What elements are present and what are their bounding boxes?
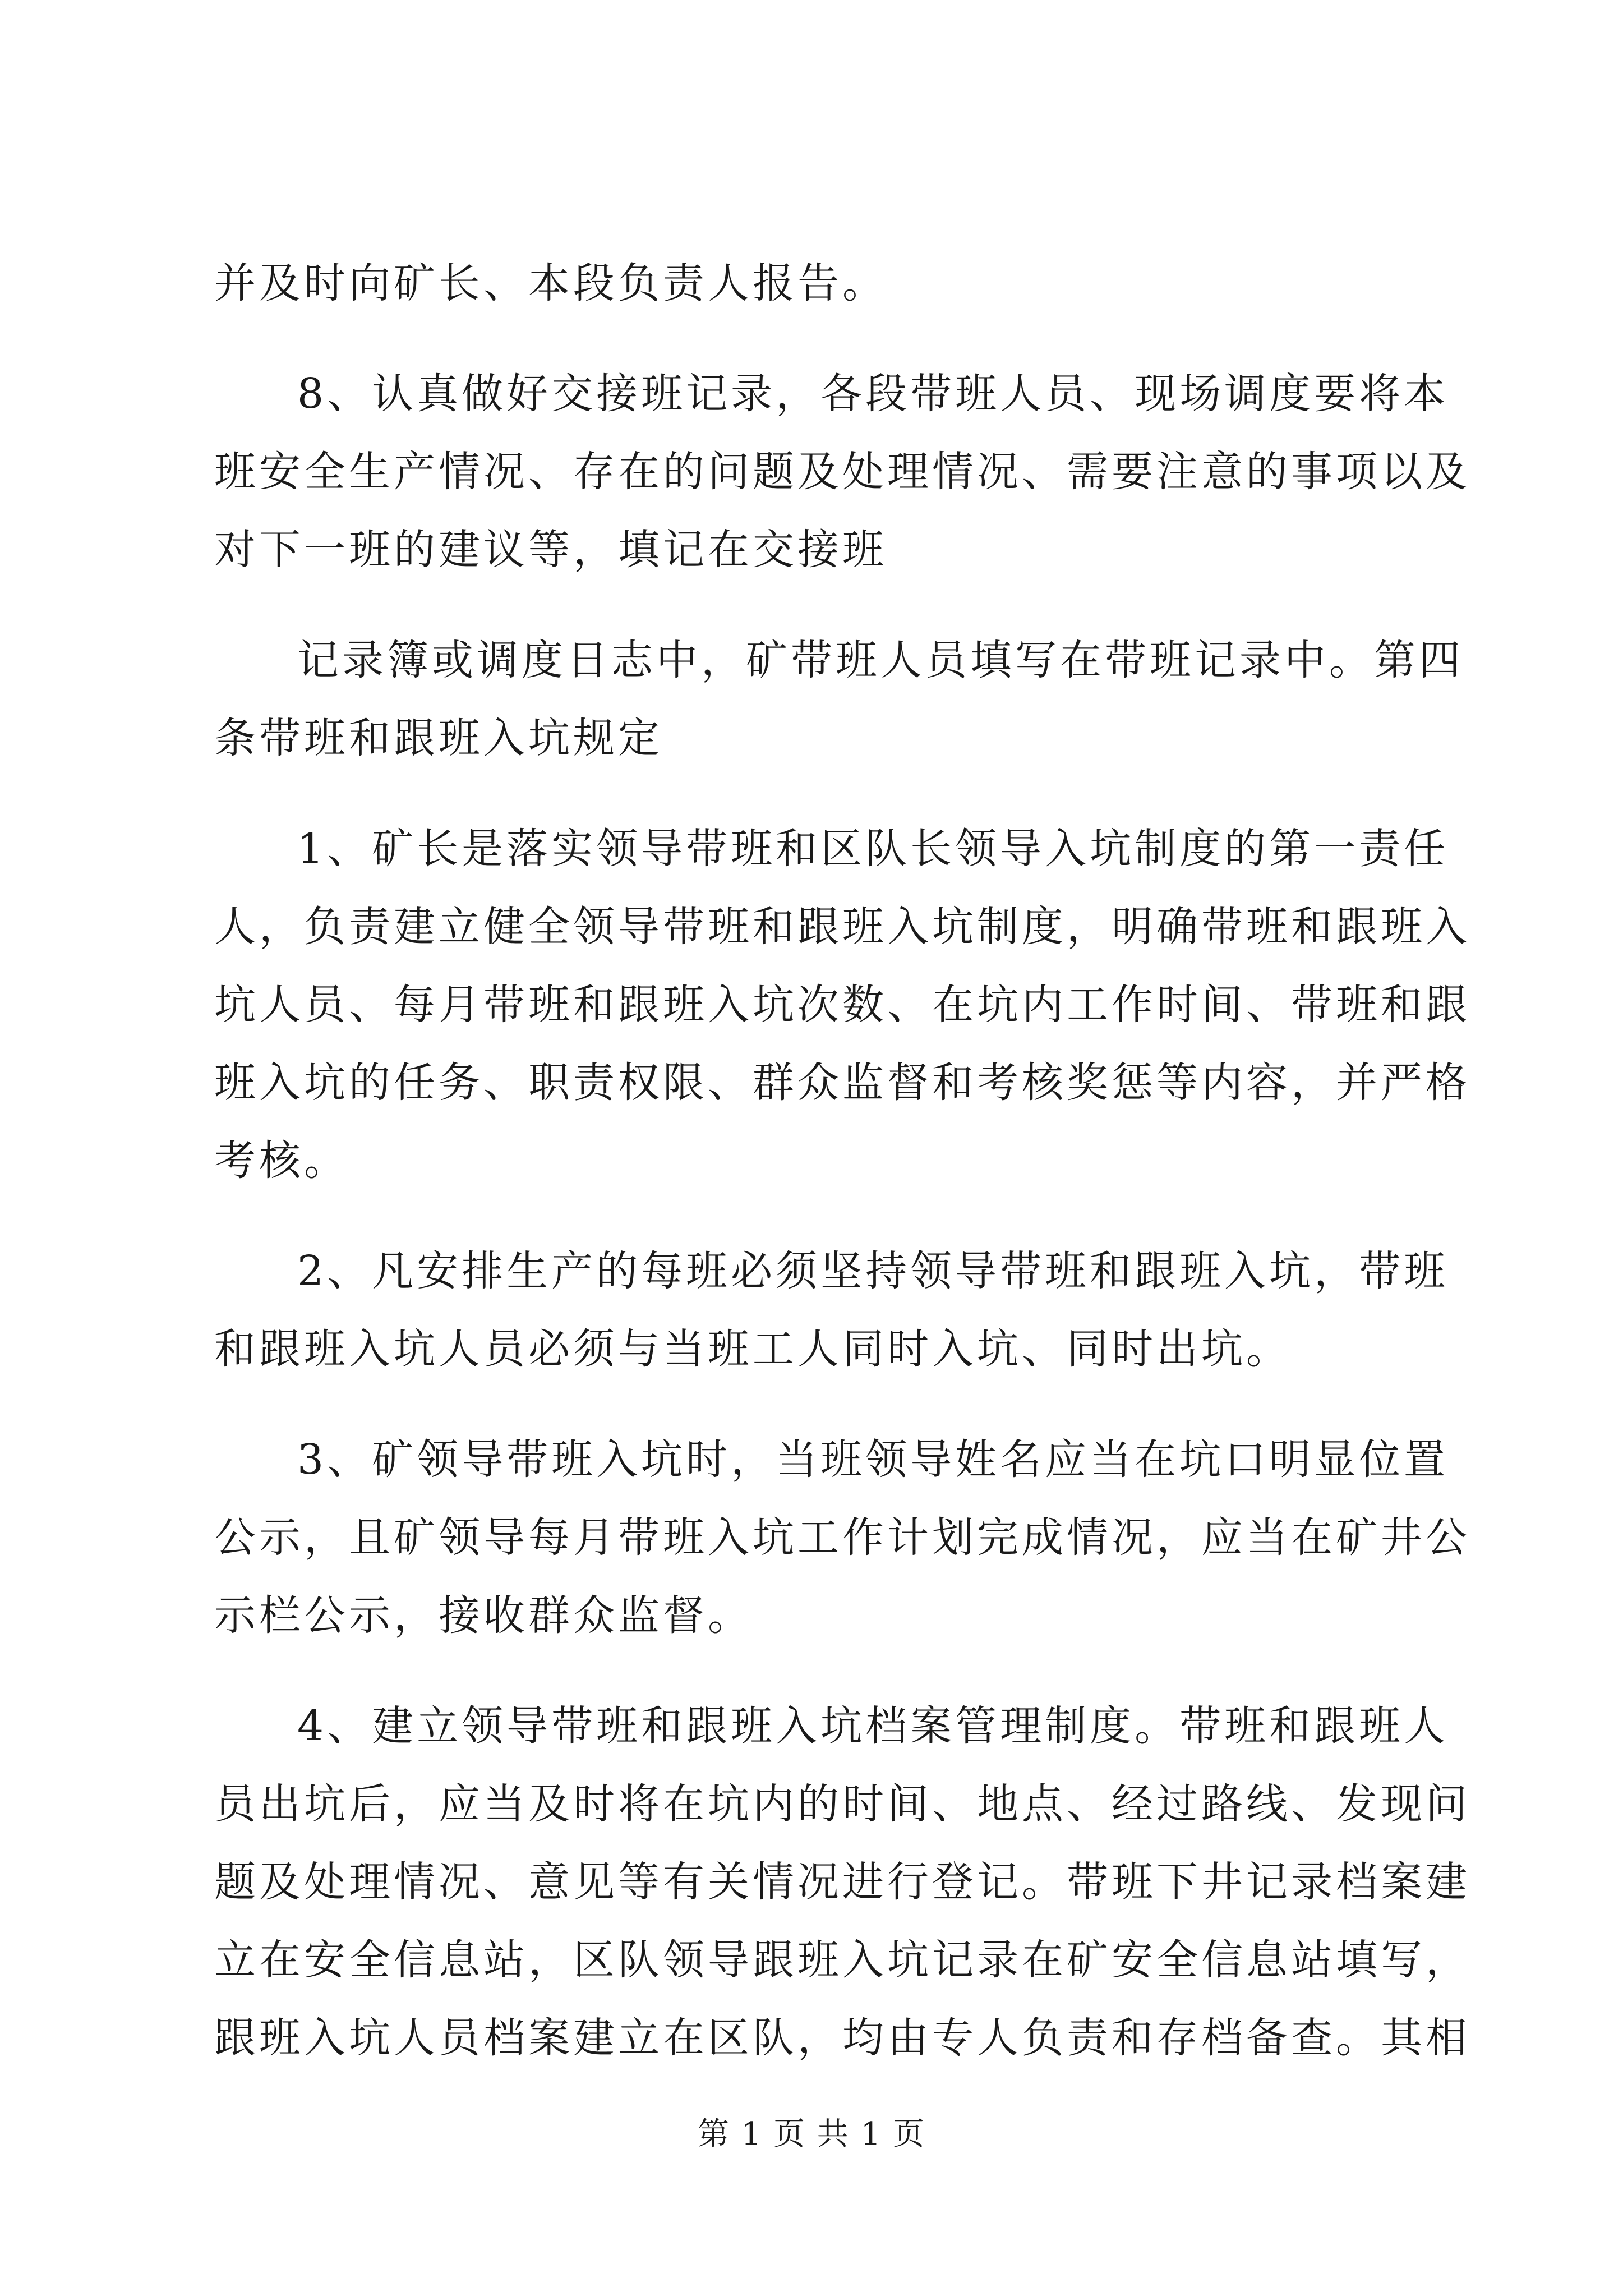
text-line: 1、矿长是落实领导带班和区队长领导入坑制度的第一责任 bbox=[297, 825, 1449, 873]
text-line: 2、凡安排生产的每班必须坚持领导带班和跟班入坑，带班 bbox=[297, 1247, 1449, 1295]
text-line: 考核。 bbox=[214, 1137, 349, 1185]
text-line: 3、矿领导带班入坑时，当班领导姓名应当在坑口明显位置 bbox=[297, 1435, 1449, 1484]
text-line: 对下一班的建议等，填记在交接班 bbox=[214, 526, 887, 574]
text-line: 条带班和跟班入坑规定 bbox=[214, 714, 663, 762]
text-line: 题及处理情况、意见等有关情况进行登记。带班下井记录档案建 bbox=[214, 1858, 1470, 1906]
page-number-footer: 第 1 页 共 1 页 bbox=[697, 2116, 926, 2152]
text-line: 记录簿或调度日志中，矿带班人员填写在带班记录中。第四 bbox=[297, 636, 1464, 684]
text-line: 8、认真做好交接班记录，各段带班人员、现场调度要将本 bbox=[297, 370, 1449, 418]
text-line: 4、建立领导带班和跟班入坑档案管理制度。带班和跟班人 bbox=[297, 1702, 1449, 1750]
text-line: 立在安全信息站，区队领导跟班入坑记录在矿安全信息站填写， bbox=[214, 1936, 1470, 1984]
text-line: 员出坑后，应当及时将在坑内的时间、地点、经过路线、发现问 bbox=[214, 1780, 1470, 1828]
text-line: 跟班入坑人员档案建立在区队，均由专人负责和存档备查。其相 bbox=[214, 2014, 1470, 2062]
text-line: 并及时向矿长、本段负责人报告。 bbox=[214, 259, 887, 307]
text-line: 示栏公示，接收群众监督。 bbox=[214, 1591, 753, 1640]
text-line: 坑人员、每月带班和跟班入坑次数、在坑内工作时间、带班和跟 bbox=[214, 981, 1470, 1029]
text-line: 和跟班入坑人员必须与当班工人同时入坑、同时出坑。 bbox=[214, 1325, 1291, 1373]
text-line: 班安全生产情况、存在的问题及处理情况、需要注意的事项以及 bbox=[214, 448, 1470, 496]
text-line: 班入坑的任务、职责权限、群众监督和考核奖惩等内容，并严格 bbox=[214, 1059, 1470, 1107]
text-line: 人，负责建立健全领导带班和跟班入坑制度，明确带班和跟班入 bbox=[214, 903, 1470, 951]
text-line: 公示，且矿领导每月带班入坑工作计划完成情况，应当在矿井公 bbox=[214, 1513, 1470, 1562]
